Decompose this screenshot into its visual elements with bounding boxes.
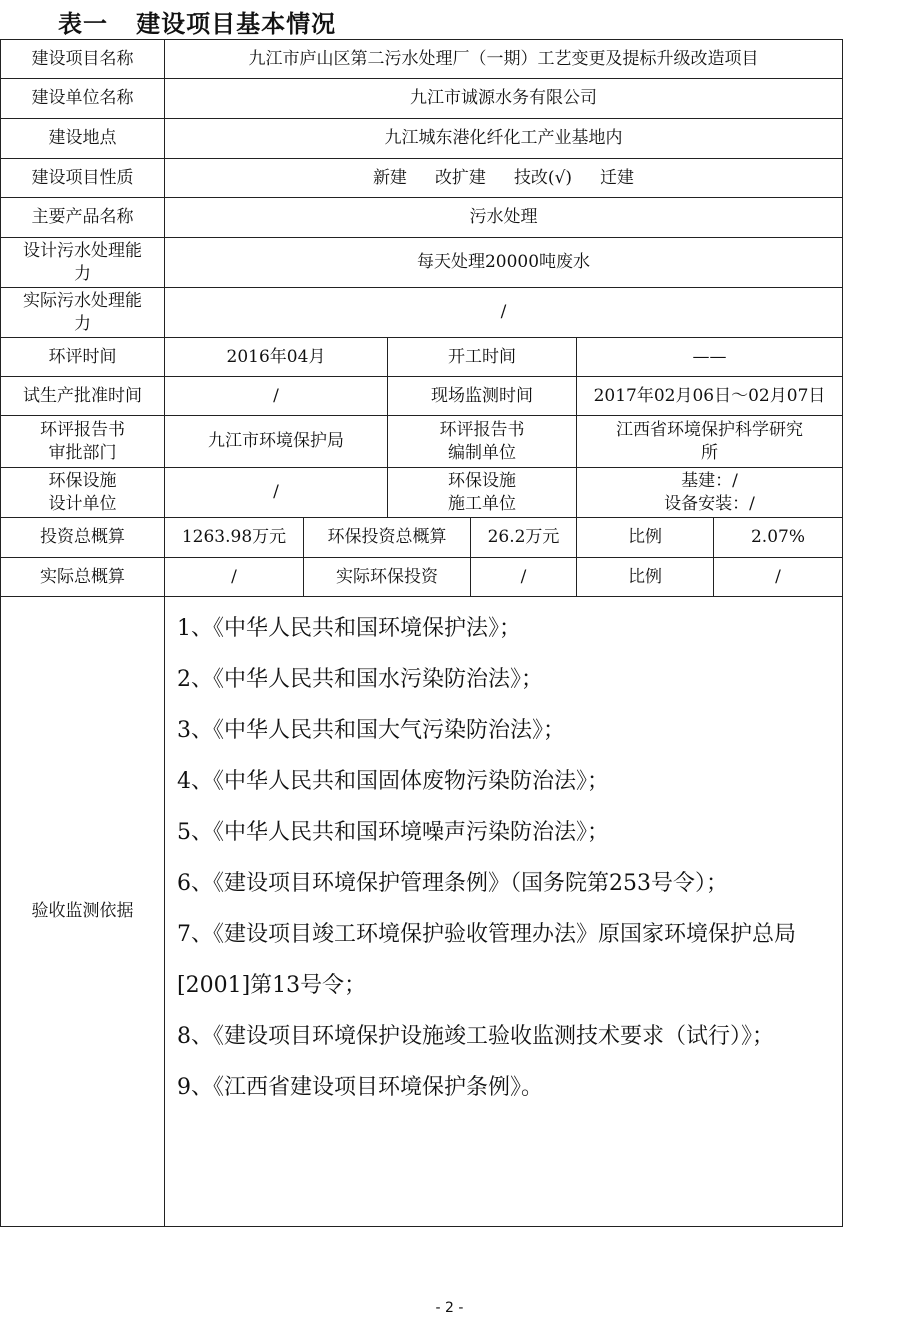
- trial-time-value: /: [165, 377, 388, 416]
- location-value: 九江城东港化纤化工产业基地内: [165, 119, 843, 159]
- eia-compiler-value-line1: 江西省环境保护科学研究: [616, 419, 803, 440]
- facility-construction-label-line1: 环保设施: [448, 470, 516, 491]
- start-time-value: ——: [577, 338, 843, 377]
- nature-option-new: 新建: [372, 167, 407, 188]
- monitor-time-label: 现场监测时间: [388, 377, 577, 416]
- eia-compiler-label-line2: 编制单位: [448, 442, 516, 463]
- unit-name-label: 建设单位名称: [1, 79, 165, 119]
- monitor-time-value: 2017年02月06日～02月07日: [577, 377, 843, 416]
- row-basis: [1, 597, 843, 1227]
- eia-time-value: 2016年04月: [165, 338, 388, 377]
- row-unit-name: [1, 79, 843, 119]
- row-env-facility: [1, 468, 843, 518]
- row-actual-investment: [1, 558, 843, 597]
- investment-ratio-label: 比例: [577, 518, 714, 558]
- row-trial-time: [1, 377, 843, 416]
- basis-item-7: 7、《建设项目竣工环境保护验收管理办法》原国家环境保护总局[2001]第13号令；: [177, 922, 796, 998]
- actual-total-value: /: [165, 558, 304, 597]
- nature-option-expand: 改扩建: [434, 167, 486, 188]
- basis-label: 验收监测依据: [1, 597, 165, 1227]
- project-info-table: [0, 39, 843, 1227]
- eia-approval-value: 九江市环境保护局: [165, 416, 388, 468]
- facility-design-label: [1, 468, 165, 518]
- nature-value: [165, 159, 843, 198]
- basis-item-9: 9、《江西省建设项目环境保护条例》。: [177, 1075, 543, 1100]
- nature-option-relocate: 迁建: [600, 167, 635, 188]
- row-location: [1, 119, 843, 159]
- page-number: - 2 -: [435, 1300, 464, 1316]
- eia-compiler-label: [388, 416, 577, 468]
- actual-total-label: 实际总概算: [1, 558, 165, 597]
- actual-capacity-value: /: [165, 288, 843, 338]
- facility-design-label-line1: 环保设施: [48, 470, 117, 491]
- facility-construction-label: [388, 468, 577, 518]
- row-nature: [1, 159, 843, 198]
- nature-label: 建设项目性质: [1, 159, 165, 198]
- actual-ratio-value: /: [714, 558, 843, 597]
- row-project-name: [1, 40, 843, 79]
- actual-ratio-label: 比例: [577, 558, 714, 597]
- page-title: 表一 建设项目基本情况: [58, 10, 337, 38]
- actual-env-investment-value: /: [471, 558, 577, 597]
- project-name-label: 建设项目名称: [1, 40, 165, 79]
- nature-option-techreform: 技改(√): [513, 167, 573, 188]
- row-eia-report: [1, 416, 843, 468]
- total-investment-value: 1263.98万元: [165, 518, 304, 558]
- row-actual-capacity: [1, 288, 843, 338]
- product-label: 主要产品名称: [1, 198, 165, 238]
- unit-name-value: 九江市诚源水务有限公司: [165, 79, 843, 119]
- facility-construction-value-line2: 设备安装：/: [664, 493, 755, 514]
- row-investment: [1, 518, 843, 558]
- eia-approval-label-line2: 审批部门: [48, 442, 117, 463]
- design-capacity-label: [1, 238, 165, 288]
- eia-compiler-value-line2: 所: [701, 442, 718, 463]
- start-time-label: 开工时间: [388, 338, 577, 377]
- actual-capacity-label-line2: 力: [74, 313, 91, 334]
- row-product: [1, 198, 843, 238]
- basis-item-2: 2、《中华人民共和国水污染防治法》；: [177, 667, 543, 692]
- facility-construction-label-line2: 施工单位: [448, 493, 516, 514]
- basis-item-1: 1、《中华人民共和国环境保护法》；: [177, 616, 521, 641]
- eia-approval-label: [1, 416, 165, 468]
- eia-compiler-label-line1: 环评报告书: [439, 419, 525, 440]
- row-design-capacity: [1, 238, 843, 288]
- eia-compiler-value: [577, 416, 843, 468]
- basis-item-3: 3、《中华人民共和国大气污染防治法》；: [177, 718, 565, 743]
- product-value: 污水处理: [165, 198, 843, 238]
- env-investment-label: 环保投资总概算: [304, 518, 471, 558]
- actual-capacity-label-line1: 实际污水处理能: [23, 290, 142, 311]
- actual-env-investment-label: 实际环保投资: [304, 558, 471, 597]
- investment-ratio-value: 2.07%: [714, 518, 843, 558]
- basis-item-6: 6、《建设项目环境保护管理条例》（国务院第253号令）；: [177, 871, 728, 896]
- basis-item-4: 4、《中华人民共和国固体废物污染防治法》；: [177, 769, 609, 794]
- env-investment-value: 26.2万元: [471, 518, 577, 558]
- location-label: 建设地点: [1, 119, 165, 159]
- design-capacity-value: 每天处理20000吨废水: [165, 238, 843, 288]
- facility-design-label-line2: 设计单位: [48, 493, 117, 514]
- basis-list: [165, 597, 843, 1227]
- facility-design-value: /: [165, 468, 388, 518]
- total-investment-label: 投资总概算: [1, 518, 165, 558]
- facility-construction-value: [577, 468, 843, 518]
- basis-item-8: 8、《建设项目环境保护设施竣工验收监测技术要求（试行）》；: [177, 1024, 774, 1049]
- basis-item-5: 5、《中华人民共和国环境噪声污染防治法》；: [177, 820, 609, 845]
- eia-time-label: 环评时间: [1, 338, 165, 377]
- trial-time-label: 试生产批准时间: [1, 377, 165, 416]
- project-name-value: 九江市庐山区第二污水处理厂（一期）工艺变更及提标升级改造项目: [165, 40, 843, 79]
- row-eia-time: [1, 338, 843, 377]
- actual-capacity-label: [1, 288, 165, 338]
- eia-approval-label-line1: 环评报告书: [40, 419, 125, 440]
- facility-construction-value-line1: 基建：/: [681, 470, 738, 491]
- design-capacity-label-line1: 设计污水处理能: [23, 240, 142, 261]
- design-capacity-label-line2: 力: [74, 263, 91, 284]
